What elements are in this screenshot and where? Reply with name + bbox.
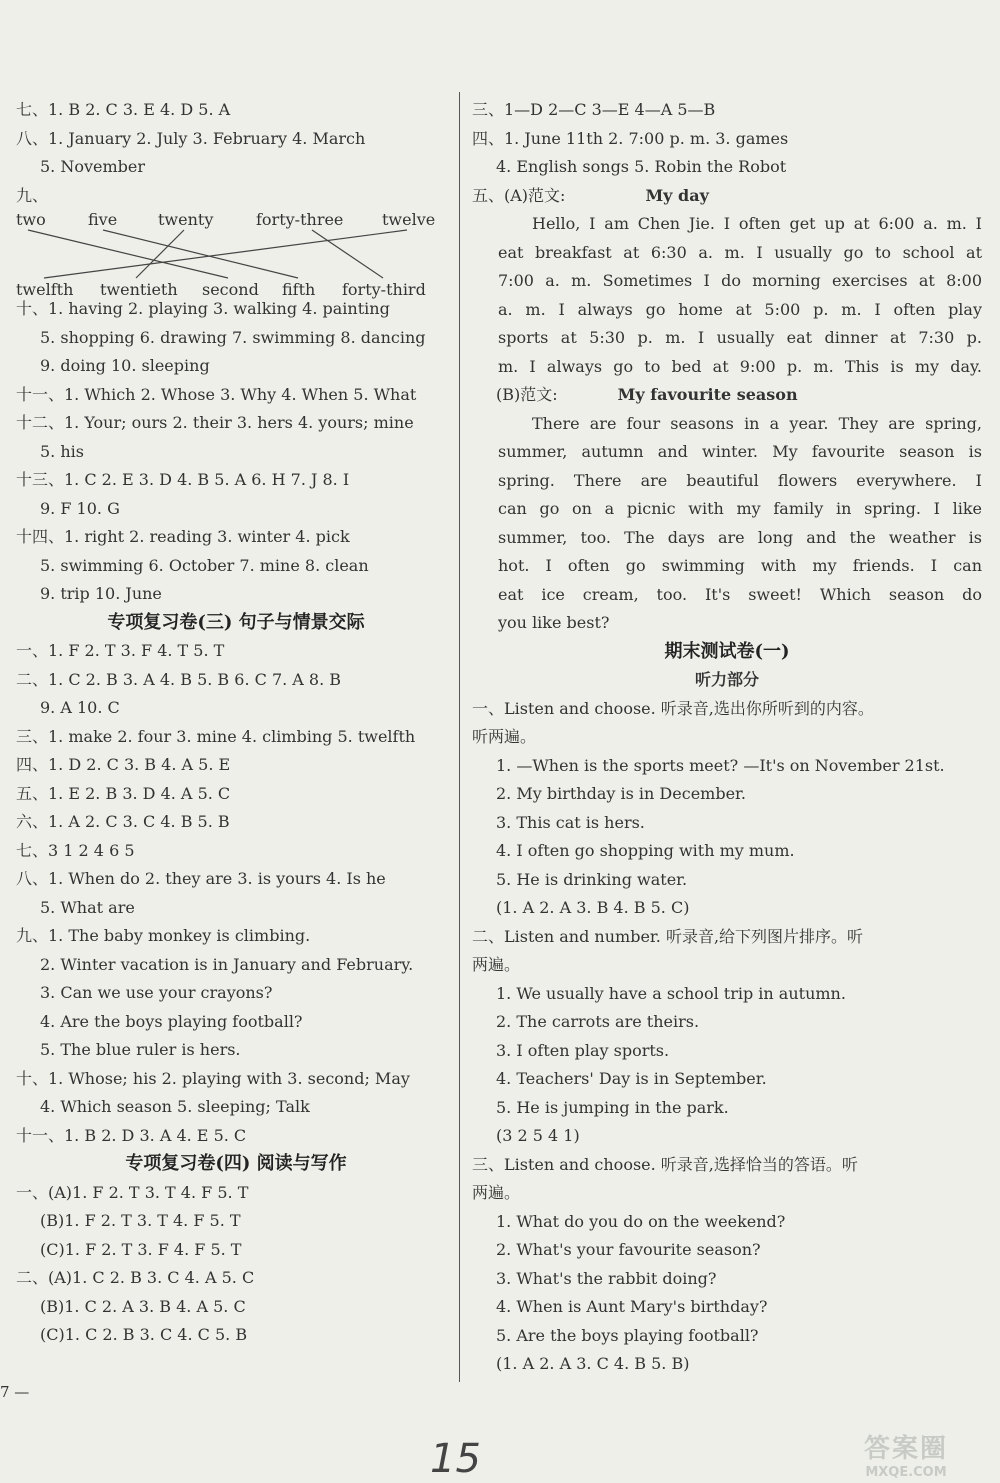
line-text: summer, autumn and winter. My favourite season is xyxy=(498,442,982,461)
answer-line xyxy=(16,723,456,752)
line-text: 七、1. B 2. C 3. E 4. D 5. A xyxy=(16,100,231,119)
line-text: 3. What's the rabbit doing? xyxy=(496,1268,717,1288)
answer-line xyxy=(472,866,982,895)
answer-line xyxy=(472,894,982,923)
line-text: 五、(A)范文: xyxy=(472,185,566,205)
answer-line xyxy=(16,466,456,495)
answer-line xyxy=(472,1350,982,1379)
line-text: 九、 xyxy=(16,185,49,205)
answer-line xyxy=(472,467,982,496)
line-text: 八、1. January 2. July 3. February 4. March xyxy=(16,128,366,148)
answer-line xyxy=(472,951,982,980)
answer-line xyxy=(472,1094,982,1123)
answer-line xyxy=(16,1036,456,1065)
answer-line xyxy=(472,1122,982,1151)
answer-line xyxy=(16,666,456,695)
answer-line xyxy=(16,1321,456,1350)
line-text: 4. I often go shopping with my mum. xyxy=(496,841,795,860)
answer-line xyxy=(16,808,456,837)
match-word-bottom: fifth xyxy=(282,280,316,299)
answer-line xyxy=(16,979,456,1008)
answer-line xyxy=(16,495,456,524)
answer-line xyxy=(16,580,456,609)
answer-line xyxy=(472,239,982,268)
line-text: can go on a picnic with my family in spring. I like xyxy=(498,499,982,518)
answer-line xyxy=(472,96,982,125)
answer-line xyxy=(16,1264,456,1293)
answer-line xyxy=(472,125,982,154)
answer-line xyxy=(472,552,982,581)
line-text: (B)1. F 2. T 3. T 4. F 5. T xyxy=(40,1211,241,1230)
answer-line xyxy=(472,723,982,752)
line-text: 一、(A)1. F 2. T 3. T 4. F 5. T xyxy=(16,1182,249,1202)
line-text: 4. When is Aunt Mary's birthday? xyxy=(496,1297,768,1316)
answer-line xyxy=(16,381,456,410)
answer-line xyxy=(472,1037,982,1066)
answer-line xyxy=(472,381,982,410)
line-text: 七、3 1 2 4 6 5 xyxy=(16,840,135,860)
line-text: 9. F 10. G xyxy=(40,498,120,518)
line-text: spring. There are beautiful flowers everywhere. I xyxy=(498,470,982,490)
essay-title: My day xyxy=(645,185,709,205)
match-line xyxy=(312,230,383,278)
answer-line xyxy=(472,182,982,211)
line-text: (B)1. C 2. A 3. B 4. A 5. C xyxy=(40,1296,246,1316)
line-text: (C)1. F 2. T 3. F 4. F 5. T xyxy=(40,1239,242,1259)
answer-line xyxy=(16,1065,456,1094)
line-text: 4. Which season 5. sleeping; Talk xyxy=(40,1097,310,1116)
match-word-top: twelve xyxy=(382,210,436,229)
line-text: 十、1. having 2. playing 3. walking 4. painting xyxy=(16,299,390,318)
line-text: 3. This cat is hers. xyxy=(496,812,645,832)
answer-line xyxy=(16,182,456,211)
match-word-bottom: forty-third xyxy=(342,280,426,299)
answer-line xyxy=(16,637,456,666)
line-text: 5. What are xyxy=(40,897,135,917)
match-word-top: five xyxy=(88,210,118,229)
line-text: 2. My birthday is in December. xyxy=(496,784,747,803)
match-line xyxy=(44,230,407,278)
match-word-top: twenty xyxy=(158,210,214,229)
section-heading xyxy=(16,609,456,638)
line-text: 六、1. A 2. C 3. C 4. B 5. B xyxy=(16,812,230,831)
line-text: 5. Are the boys playing football? xyxy=(496,1325,759,1345)
watermark-bottom: MXQE.COM xyxy=(865,1465,947,1480)
line-text: 期末测试卷(一) xyxy=(664,640,790,662)
match-word-bottom: second xyxy=(202,280,259,299)
answer-line xyxy=(16,324,456,353)
watermark-logo xyxy=(826,1428,986,1480)
line-text: eat ice cream, too. It's sweet! Which season do xyxy=(498,584,982,604)
answer-line xyxy=(16,1122,456,1151)
answer-line xyxy=(472,324,982,353)
answer-line xyxy=(472,752,982,781)
line-text: 两遍。 xyxy=(472,1183,521,1202)
line-text: 3. Can we use your crayons? xyxy=(40,983,273,1002)
answer-line xyxy=(16,694,456,723)
line-text: a. m. I always go home at 5:00 p. m. I often play xyxy=(498,299,982,319)
answer-line xyxy=(16,295,456,324)
answer-line xyxy=(16,1093,456,1122)
answer-line xyxy=(472,296,982,325)
answer-line xyxy=(16,552,456,581)
line-text: 4. Are the boys playing football? xyxy=(40,1011,303,1031)
line-text: 十、1. Whose; his 2. playing with 3. second; May xyxy=(16,1068,410,1088)
answer-line xyxy=(16,894,456,923)
line-text: 5. shopping 6. drawing 7. swimming 8. dancing xyxy=(40,327,426,347)
answer-line xyxy=(16,125,456,154)
answer-line xyxy=(472,923,982,952)
answer-line xyxy=(472,1208,982,1237)
line-text: m. I always go to bed at 9:00 p. m. This is my day. xyxy=(498,356,982,376)
line-text: 专项复习卷(三) 句子与情景交际 xyxy=(107,611,365,633)
answer-line xyxy=(16,352,456,381)
line-text: 1. What do you do on the weekend? xyxy=(496,1211,786,1231)
answer-line xyxy=(16,409,456,438)
line-text: 9. A 10. C xyxy=(40,698,120,717)
line-text: (3 2 5 4 1) xyxy=(496,1126,580,1145)
answer-line xyxy=(16,1236,456,1265)
line-text: 3. I often play sports. xyxy=(496,1040,670,1060)
answer-line xyxy=(472,1065,982,1094)
answer-line xyxy=(472,267,982,296)
line-text: 十一、1. B 2. D 3. A 4. E 5. C xyxy=(16,1125,247,1145)
line-text: (B)范文: xyxy=(496,385,558,404)
line-text: (1. A 2. A 3. B 4. B 5. C) xyxy=(496,898,690,917)
section-heading xyxy=(472,666,982,695)
line-text: 十一、1. Which 2. Whose 3. Why 4. When 5. What xyxy=(16,384,417,404)
line-text: 十四、1. right 2. reading 3. winter 4. pick xyxy=(16,527,350,546)
line-text: 5. swimming 6. October 7. mine 8. clean xyxy=(40,555,369,575)
answer-line xyxy=(472,410,982,439)
answer-line xyxy=(472,1322,982,1351)
answer-line xyxy=(472,1265,982,1294)
right-column xyxy=(472,96,982,1379)
line-text: 5. He is drinking water. xyxy=(496,869,688,889)
line-text: 7:00 a. m. Sometimes I do morning exercises at 8:00 xyxy=(498,271,982,290)
answer-line xyxy=(472,837,982,866)
answer-line xyxy=(472,210,982,239)
answer-line xyxy=(472,153,982,182)
match-word-top: forty-three xyxy=(256,210,344,229)
line-text: 4. English songs 5. Robin the Robot xyxy=(496,157,787,176)
answer-line xyxy=(16,1179,456,1208)
answer-line xyxy=(16,780,456,809)
line-text: 9. trip 10. June xyxy=(40,584,162,603)
page-number: 7 — xyxy=(0,1383,30,1401)
line-text: 二、Listen and number. 听录音,给下列图片排序。听 xyxy=(472,926,864,946)
answer-line xyxy=(472,780,982,809)
line-text: Hello, I am Chen Jie. I often get up at 6:00 a. m. I xyxy=(532,214,982,233)
answer-line xyxy=(16,153,456,182)
line-text: summer, too. The days are long and the weather is xyxy=(498,527,982,547)
line-text: 2. The carrots are theirs. xyxy=(496,1012,700,1031)
matching-exercise xyxy=(16,210,456,299)
line-text: 三、1. make 2. four 3. mine 4. climbing 5. twelfth xyxy=(16,726,416,746)
answer-line xyxy=(472,353,982,382)
left-column xyxy=(16,96,456,1350)
handwritten-mark: 15 xyxy=(430,1436,481,1482)
answer-line xyxy=(16,1293,456,1322)
line-text: (C)1. C 2. B 3. C 4. C 5. B xyxy=(40,1325,248,1344)
answer-line xyxy=(16,1008,456,1037)
line-text: 听力部分 xyxy=(694,670,759,689)
line-text: 5. He is jumping in the park. xyxy=(496,1097,729,1117)
watermark-top: 答案圈 xyxy=(863,1434,948,1464)
line-text: 四、1. D 2. C 3. B 4. A 5. E xyxy=(16,755,231,774)
line-text: sports at 5:30 p. m. I usually eat dinner at 7:30 p. xyxy=(498,328,982,347)
line-text: 听两遍。 xyxy=(472,727,537,746)
answer-line xyxy=(472,1236,982,1265)
essay-title: My favourite season xyxy=(617,385,798,404)
line-text: 二、(A)1. C 2. B 3. C 4. A 5. C xyxy=(16,1268,255,1287)
answer-line xyxy=(472,1008,982,1037)
answer-line xyxy=(472,495,982,524)
line-text: 五、1. E 2. B 3. D 4. A 5. C xyxy=(16,783,231,803)
line-text: 三、1—D 2—C 3—E 4—A 5—B xyxy=(472,100,716,119)
answer-line xyxy=(16,951,456,980)
answer-line xyxy=(472,980,982,1009)
line-text: 二、1. C 2. B 3. A 4. B 5. B 6. C 7. A 8. B xyxy=(16,669,342,689)
answer-line xyxy=(472,1151,982,1180)
line-text: 9. doing 10. sleeping xyxy=(40,356,210,375)
answer-line xyxy=(16,837,456,866)
line-text: 三、Listen and choose. 听录音,选择恰当的答语。听 xyxy=(472,1154,858,1174)
line-text: 2. What's your favourite season? xyxy=(496,1240,761,1259)
line-text: 1. —When is the sports meet? —It's on November 21st. xyxy=(496,755,945,775)
answer-line xyxy=(16,96,456,125)
answer-line xyxy=(16,1207,456,1236)
answer-line xyxy=(472,524,982,553)
answer-line xyxy=(472,1293,982,1322)
line-text: 两遍。 xyxy=(472,955,521,974)
line-text: 专项复习卷(四) 阅读与写作 xyxy=(125,1153,347,1174)
answer-line xyxy=(472,695,982,724)
answer-line xyxy=(472,1179,982,1208)
line-text: 2. Winter vacation is in January and February. xyxy=(40,954,414,974)
line-text: 5. November xyxy=(40,157,146,176)
line-text: eat breakfast at 6:30 a. m. I usually go to school at xyxy=(498,242,982,262)
line-text: hot. I often go swimming with my friends. I can xyxy=(498,556,982,575)
line-text: 八、1. When do 2. they are 3. is yours 4. Is he xyxy=(16,869,386,888)
line-text: 四、1. June 11th 2. 7:00 p. m. 3. games xyxy=(472,128,789,148)
line-text: you like best? xyxy=(498,613,610,632)
section-heading xyxy=(16,1150,456,1179)
section-heading xyxy=(472,638,982,667)
answer-line xyxy=(16,438,456,467)
line-text: There are four seasons in a year. They are spring, xyxy=(532,413,982,433)
line-text: 1. We usually have a school trip in autumn. xyxy=(496,983,846,1003)
answer-line xyxy=(16,865,456,894)
line-text: 九、1. The baby monkey is climbing. xyxy=(16,926,311,945)
answer-line xyxy=(16,751,456,780)
match-line xyxy=(136,230,184,278)
match-word-top: two xyxy=(16,210,46,229)
answer-line xyxy=(16,922,456,951)
line-text: 一、Listen and choose. 听录音,选出你所听到的内容。 xyxy=(472,698,874,718)
answer-line xyxy=(16,523,456,552)
line-text: 5. The blue ruler is hers. xyxy=(40,1040,241,1059)
line-text: 一、1. F 2. T 3. F 4. T 5. T xyxy=(16,641,225,660)
answer-line xyxy=(472,438,982,467)
column-divider xyxy=(459,92,460,1382)
answer-line xyxy=(472,809,982,838)
line-text: 十三、1. C 2. E 3. D 4. B 5. A 6. H 7. J 8. I xyxy=(16,470,350,489)
answer-line xyxy=(472,581,982,610)
line-text: 十二、1. Your; ours 2. their 3. hers 4. yours; mine xyxy=(16,413,414,432)
match-word-bottom: twelfth xyxy=(16,280,74,299)
line-text: 5. his xyxy=(40,441,84,461)
answer-line xyxy=(472,609,982,638)
match-word-bottom: twentieth xyxy=(100,280,178,299)
line-text: 4. Teachers' Day is in September. xyxy=(496,1069,767,1088)
line-text: (1. A 2. A 3. C 4. B 5. B) xyxy=(496,1354,690,1373)
